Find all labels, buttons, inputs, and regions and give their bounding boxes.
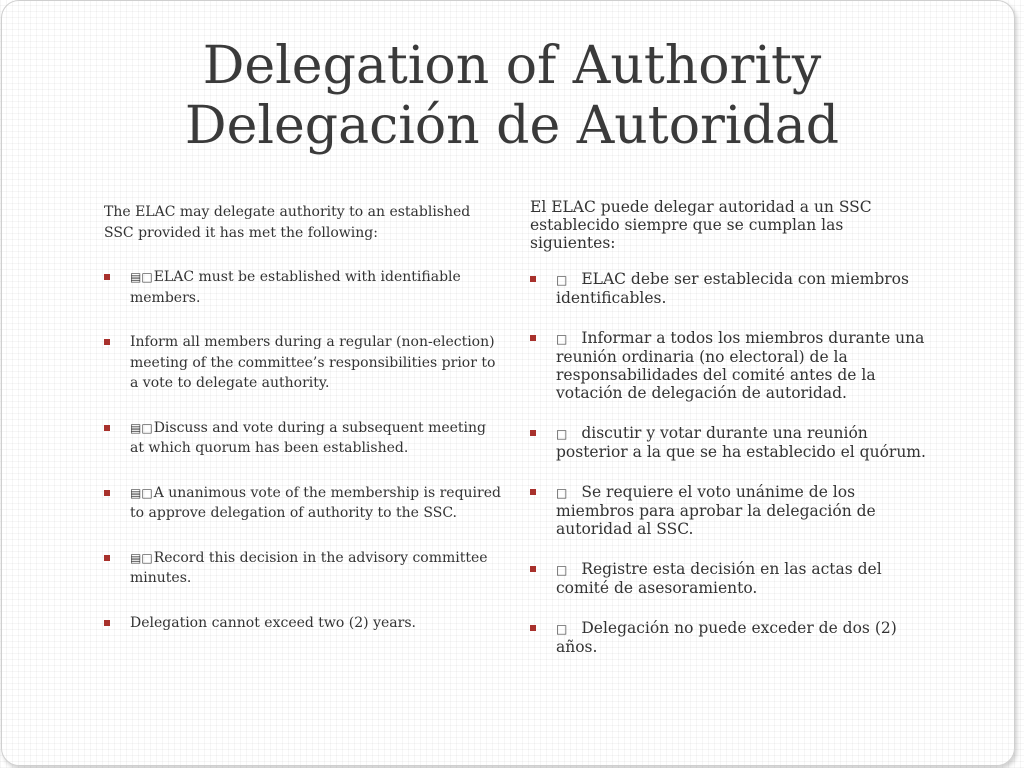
list-item bbox=[530, 483, 930, 538]
list-item bbox=[104, 548, 504, 589]
list-item bbox=[530, 619, 930, 656]
missing-glyph-icon: ▤□ bbox=[130, 420, 153, 435]
spanish-intro: El ELAC puede delegar autoridad a un SSC establecido siempre que se cumplan las siguientes: bbox=[530, 198, 872, 252]
square-bullet-icon bbox=[104, 490, 110, 496]
list-item-text: Se requiere el voto unánime de los miembros para aprobar la delegación de autoridad al SSC. bbox=[556, 483, 876, 538]
square-bullet-icon bbox=[530, 430, 536, 436]
list-item-text: ELAC debe ser establecida con miembros identificables. bbox=[556, 270, 909, 307]
square-bullet-icon bbox=[104, 274, 110, 280]
slide-title bbox=[0, 36, 1024, 156]
list-item bbox=[530, 560, 930, 597]
square-bullet-icon bbox=[104, 425, 110, 431]
title-line-spanish: Delegación de Autoridad bbox=[184, 96, 840, 156]
list-item bbox=[104, 613, 504, 634]
list-item bbox=[104, 418, 504, 459]
list-item-text: Informar a todos los miembros durante una reunión ordinaria (no electoral) de la responsabilidades del comité antes de la votación de delegación de autoridad. bbox=[556, 329, 925, 402]
missing-glyph-icon: □ bbox=[556, 563, 568, 577]
list-item bbox=[104, 483, 504, 524]
list-item bbox=[530, 270, 930, 307]
missing-glyph-icon: ▤□ bbox=[130, 550, 153, 565]
list-item bbox=[530, 424, 930, 461]
missing-glyph-icon: □ bbox=[556, 332, 568, 346]
square-bullet-icon bbox=[530, 335, 536, 341]
english-column bbox=[104, 202, 504, 657]
missing-glyph-icon: □ bbox=[556, 273, 568, 287]
list-item-text: Discuss and vote during a subsequent meeting at which quorum has been established. bbox=[130, 419, 487, 456]
list-item bbox=[104, 332, 504, 394]
square-bullet-icon bbox=[530, 625, 536, 631]
square-bullet-icon bbox=[104, 339, 110, 345]
missing-glyph-icon: □ bbox=[556, 622, 568, 636]
square-bullet-icon bbox=[104, 620, 110, 626]
square-bullet-icon bbox=[530, 489, 536, 495]
list-item-text: discutir y votar durante una reunión posterior a la que se ha establecido el quórum. bbox=[556, 424, 926, 461]
square-bullet-icon bbox=[104, 555, 110, 561]
spanish-bullet-list bbox=[530, 270, 930, 656]
list-item bbox=[104, 267, 504, 308]
list-item-text: A unanimous vote of the membership is required to approve delegation of authority to the SSC. bbox=[130, 484, 501, 521]
spanish-column bbox=[530, 198, 930, 678]
title-line-english: Delegation of Authority bbox=[202, 36, 822, 96]
list-item-text: Registre esta decisión en las actas del comité de asesoramiento. bbox=[556, 560, 882, 597]
english-intro: The ELAC may delegate authority to an established SSC provided it has met the following: bbox=[104, 204, 471, 241]
list-item-text: Inform all members during a regular (non-election) meeting of the committee’s responsibilities prior to a vote to delegate authority. bbox=[130, 334, 496, 391]
list-item-text: ELAC must be established with identifiable members. bbox=[130, 269, 461, 306]
missing-glyph-icon: □ bbox=[556, 486, 568, 500]
english-bullet-list bbox=[104, 267, 504, 633]
missing-glyph-icon: ▤□ bbox=[130, 485, 153, 500]
square-bullet-icon bbox=[530, 276, 536, 282]
square-bullet-icon bbox=[530, 566, 536, 572]
missing-glyph-icon: ▤□ bbox=[130, 270, 153, 284]
list-item-text: Record this decision in the advisory committee minutes. bbox=[130, 549, 488, 586]
missing-glyph-icon: □ bbox=[556, 427, 568, 441]
list-item-text: Delegación no puede exceder de dos (2) años. bbox=[556, 619, 897, 656]
list-item-text: Delegation cannot exceed two (2) years. bbox=[130, 614, 416, 631]
list-item bbox=[530, 329, 930, 402]
